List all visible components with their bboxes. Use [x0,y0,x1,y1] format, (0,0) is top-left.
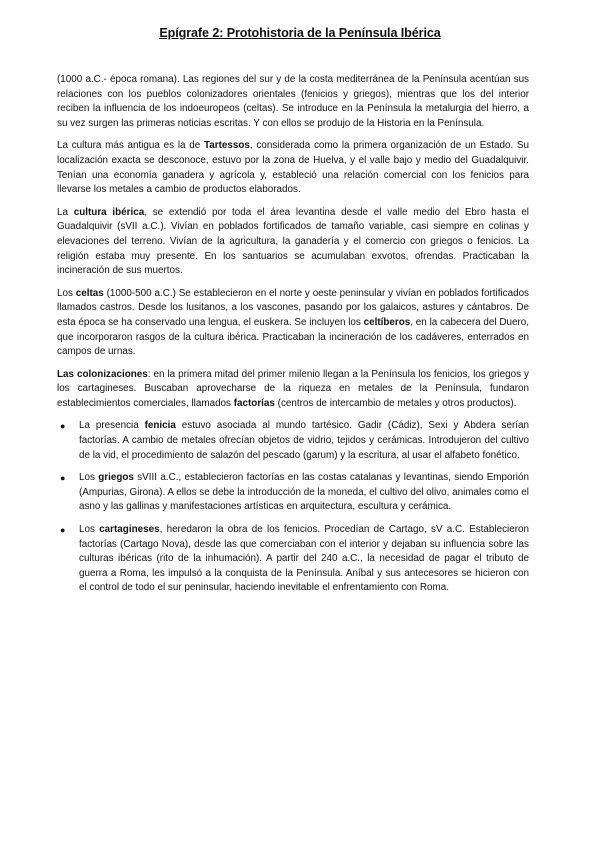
term-colonizaciones: Las colonizaciones [57,368,148,380]
paragraph-intro-text: (1000 a.C.- época romana). Las regiones del sur y de la costa mediterránea de la Península acentúan sus relaciones con los pueblos colonizadores orientales (fenicios y griegos), mientras que los del interior reciben la influencia de los indoeuropeos (celtas). Se introduce en la Península la metalurgia del hierro, a su vez surgen las primeras noticias escritas. Y con ellos se produjo de la Historia en la Península. [57,74,529,129]
paragraph-iberica-lead: La [57,206,74,218]
colonizers-list [57,419,529,596]
paragraph-tartessos [57,139,529,197]
term-cartagineses: cartagineses [99,524,160,536]
paragraph-celtas-body: (1000-500 a.C.) Se establecieron en el norte y oeste peninsular y vivían en poblados fortificados llamados castros. Desde los lusitanos, a los vascones, pasando por los galaicos, astures y cántabros. De esta época se ha conservado una lengua, el euskera. Se incluyen los [57,287,529,328]
paragraph-celtas [57,287,529,360]
griegos-lead: Los [79,472,99,484]
page-title: Epígrafe 2: Protohistoria de la Península Ibérica [159,26,441,40]
bullet-icon: ● [60,525,66,536]
paragraph-colonizaciones-tail: (centros de intercambio de metales y otros productos). [274,397,517,409]
paragraph-celtas-tail: , en la cabecera del Duero, que incorporaron rasgos de la cultura ibérica. Practicaban la incineración de los cadáveres, enterrados en campos de urnas. [57,316,529,358]
paragraph-cultura-iberica [57,206,529,279]
paragraph-colonizaciones [57,368,529,412]
list-item-cartagineses [57,523,529,596]
list-item-griegos [57,471,529,515]
fenicios-lead: La presencia [79,420,145,432]
fenicios-body: estuvo asociada al mundo tartésico. Gadir (Cádiz), Sexi y Abdera serían factorías. A cambio de metales ofrecían objetos de vidrio, tejidos y cerámicas. Introdujeron del cultivo de la vid, el procedimiento de salazón del pescado (garum) y la escritura, al usar el alfabeto fonético. [79,420,529,461]
term-tartessos: Tartessos [204,140,250,152]
paragraph-colonizaciones-body: : en la primera mitad del primer milenio llegan a la Península los fenicios, los griegos y los cartagineses. Buscaban aprovecharse de la riqueza en metales de la Península, fundaron establecimientos comerciales, llamados [57,368,529,409]
bullet-icon: ● [60,473,66,484]
paragraph-tartessos-body: , considerada como la primera organización de un Estado. Su localización exacta se desconoce, estuvo por la zona de Huelva, y el valle bajo y medio del Guadalquivir. Tenían una economía ganadera y agrícola y, estableció una relación comercial con los fenicios para llevarse los metales a cambio de productos elaborados. [57,140,530,196]
griegos-body: sVIII a.C., establecieron factorías en las costas catalanas y levantinas, siendo Emporión (Ampurias, Girona). A ellos se debe la introducción de la moneda, el cultivo del olivo, animales como el asno y las gallinas y manifestaciones artísticas en arquitectura, escultura y cerámica. [79,472,529,513]
cartagineses-lead: Los [79,524,100,536]
paragraph-intro [57,73,529,131]
list-item-fenicios [57,419,529,463]
term-celtiberos: celtíberos [363,316,411,328]
term-griegos: griegos [98,472,134,484]
bullet-icon: ● [60,421,66,432]
paragraph-iberica-body: , se extendió por toda el área levantina desde el valle medio del Ebro hasta el Guadalquivir (sVII a.C.). Vivían en poblados fortificados de tamaño variable, casi siempre en colinas y elevaciones del terreno. Vivían de la agricultura, la ganadería y el comercio con griegos o fenicios. La religión estaba muy presente. En los santuarios se acumulaban exvotos, ofrendas. Practicaban la incineración de sus muertos. [57,206,530,277]
paragraph-celtas-lead: Los [57,287,76,299]
cartagineses-body: , heredaron la obra de los fenicios. Procedían de Cartago, sV a.C. Establecieron factorías (Cartago Nova), desde las que comerciaban con el interior y dejaban su influencia sobre las culturas ibéricas (rito de la inhumación). A partir del 240 a.C., la necesidad de pagar el tributo de guerra a Roma, les impulsó a la conquista de la Península. Aníbal y sus antecesores se hicieron con el control de todo el sur peninsular, haciendo inevitable el enfrentamiento con Roma. [79,524,529,594]
term-factorias: factorías [233,397,275,409]
term-celtas: celtas [75,287,104,299]
paragraph-tartessos-lead: La cultura más antigua es la de [57,140,204,152]
term-fenicia: fenicia [144,420,176,432]
term-cultura-iberica: cultura ibérica [73,206,145,218]
